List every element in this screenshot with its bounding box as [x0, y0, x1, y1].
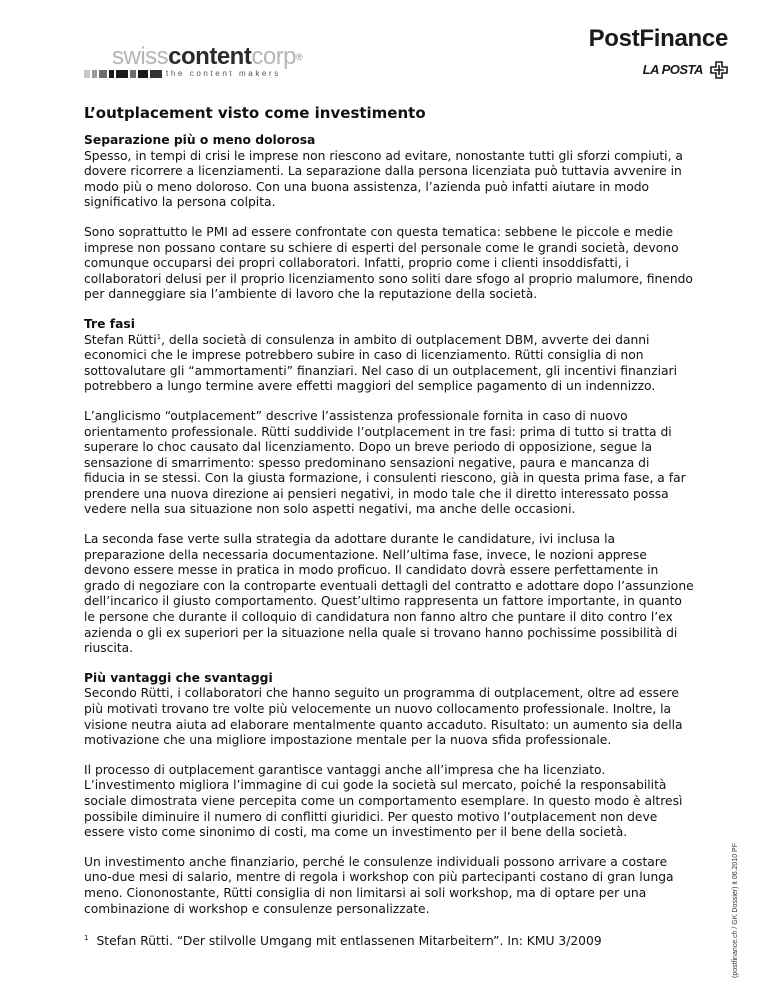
- paragraph: Spesso, in tempi di crisi le imprese non riescono ad evitare, nonostante tutti gli sforzi compiuti, a dovere ricorrere a licenziamenti. La separazione dalla persona licenziata può tuttavia avvenire in modo più o meno doloroso. Con una buona assistenza, l’azienda può infatti aiutare in modo significativo la persona colpita.: [84, 148, 683, 210]
- la-posta-wordmark: LA POSTA: [643, 59, 728, 79]
- paragraph: Il processo di outplacement garantisce vantaggi anche all’impresa che ha licenziato. L’investimento migliora l’immagine di cui gode la società sul mercato, poiché la responsabilità sociale dimostrata viene percepita come un comportamento esemplare. In questo modo è altresì possibile diminuire il numero di conflitti giuridici. Per questo motivo l’outplacement non deve essere visto come sinonimo di costi, ma come un investimento per il bene della società.: [84, 762, 683, 840]
- postfinance-wordmark: PostFinance: [588, 25, 728, 52]
- page-header: [0, 0, 768, 90]
- swisscontentcorp-logo: [84, 43, 303, 80]
- logo-wordmark: swisscontentcorp®: [112, 43, 303, 70]
- footnote: $^1$ Stefan Rütti. “Der stilvolle Umgang mit entlassenen Mitarbeitern”. In: KMU 3/2009: [84, 934, 602, 949]
- side-reference-label: (postfinance.ch / GK Dossier) it 06.2010 PF: [732, 842, 739, 978]
- footnote-ref: 1: [156, 332, 162, 341]
- paragraph: Sono soprattutto le PMI ad essere confrontate con questa tematica: sebbene le piccole e medie imprese non possano contare su schiere di esperti del personale come le grandi società, devono comunque occuparsi dei propri collaboratori. Infatti, proprio come i clienti insoddisfatti, i collaboratori delusi per il proprio licenziamento sono soliti dare sfogo al proprio malumore, finendo per danneggiare sia l’ambiente di lavoro che la reputazione della società.: [84, 224, 693, 302]
- paragraph: Un investimento anche finanziario, perché le consulenze individuali possono arrivare a costare uno-due mesi di salario, mentre di regola i workshop con più partecipanti costano di gran lunga meno. Ciononostante, Rütti consiglia di non limitarsi ai soli workshop, ma di optare per una combinazione di workshop e consulenze personalizzate.: [84, 854, 674, 916]
- postfinance-logo: [588, 25, 728, 77]
- paragraph: Stefan Rütti$^1$, della società di consulenza in ambito di outplacement DBM, avverte dei danni economici che le imprese potrebbero subire in caso di licenziamento. Rütti consiglia di non sottovalutare gli “ammortamenti” finanziari. Nel caso di un outplacement, gli incentivi finanziari potrebbero a lungo termine avere effetti maggiori del semplice pagamento di un indennizzo.: [84, 332, 678, 394]
- section-heading: Separazione più o meno dolorosa: [84, 133, 316, 147]
- paragraph: La seconda fase verte sulla strategia da adottare durante le candidature, ivi inclusa la preparazione della necessaria documentazione. Nell’ultima fase, invece, le nozioni apprese devono essere messe in pratica in modo proficuo. Il candidato dovrà essere perfettamente in grado di negoziare con la controparte eventuali dettagli del contratto e adottare dopo l’assunzione dell’incarico il giusto comportamento. Quest’ultimo rappresenta un fattore importante, in quanto le persone che durante il colloquio di candidatura non fanno altro che puntare il dito contro l’ex azienda o gli ex superiori per la situazione nella quale si trovano hanno pochissime possibilità di riuscita.: [84, 532, 694, 656]
- page-title: L’outplacement visto come investimento: [84, 104, 426, 122]
- swiss-post-cross-icon: [710, 61, 728, 79]
- logo-tagline: the content makers: [166, 69, 281, 78]
- paragraph: L’anglicismo “outplacement” descrive l’assistenza professionale fornita in caso di nuovo orientamento professionale. Rütti suddivide l’outplacement in tre fasi: prima di tutto si tratta di superare lo choc causato dal licenziamento. Dopo un breve periodo di opposizione, segue la sensazione di smarrimento: spesso predominano sensazioni negative, paura e mancanza di fiducia in se stessi. Con la giusta formazione, i consulenti riescono, già in questa prima fase, a far prendere una nuova direzione ai pensieri negativi, in modo tale che il diretto interessato possa vedere nella sua situazione non solo aspetti negativi, ma anche delle occasioni.: [84, 408, 686, 517]
- section-heading: Più vantaggi che svantaggi: [84, 670, 273, 685]
- paragraph: Secondo Rütti, i collaboratori che hanno seguito un programma di outplacement, oltre ad essere più motivati trovano tre volte più velocemente un nuovo collocamento professionale. Inoltre, la visione neutra aiuta ad elaborare mentalmente quanto accaduto. Risultato: un aumento sia della motivazione che una migliore impostazione mentale per la nuova sfida professionale.: [84, 686, 683, 748]
- logo-stripe-bar: [84, 70, 162, 78]
- article: [84, 104, 694, 950]
- section-heading: Tre fasi: [84, 316, 135, 331]
